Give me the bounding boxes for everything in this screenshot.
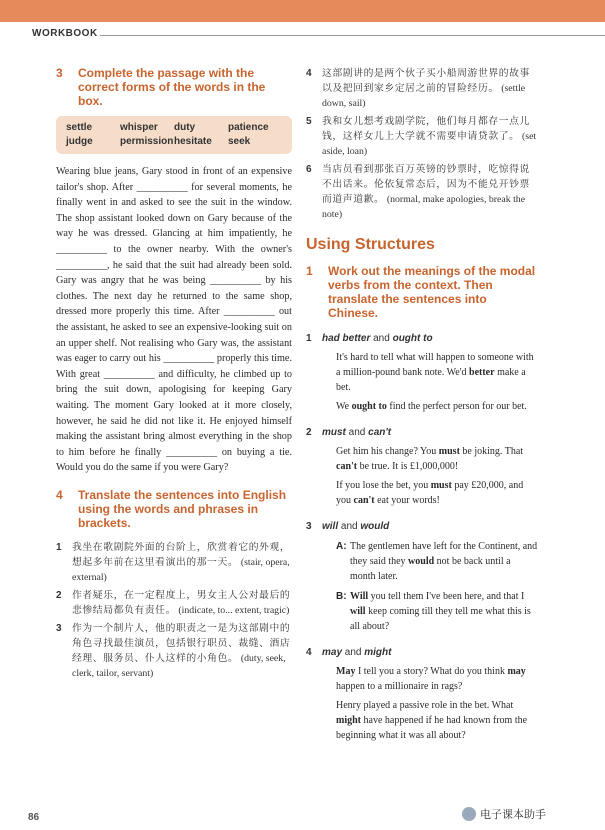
section-3-instruction: Complete the passage with the correct forms of the words in the box. [78, 66, 266, 108]
translation-item: 2 作者疑乐，在一定程度上，男女主人公对最后的悲惨结局都负有责任。 (indicate, to... extent, tragic) [56, 589, 291, 616]
blank[interactable]: __________ [56, 243, 107, 255]
translation-item: 1 我坐在歌剧院外面的台阶上，欣赏着它的外观，想起多年前在这里看演出的那一天。 (stair, opera, external) [56, 541, 291, 583]
section-4-instruction: Translate the sentences into English using the words and phrases in brackets. [78, 487, 287, 530]
section-3-number: 3 [56, 66, 63, 80]
word-item: settle [66, 122, 93, 133]
wechat-icon [462, 807, 476, 821]
translation-item: 3 作为一个制片人，他的职责之一是为这部剧中的角色寻找最佳演员，包括银行职员、裁缝、酒店经理、服务员、仆人这样的小角色。 (duty, seek, clerk, tailor, servant) [56, 622, 291, 679]
word-item: hesitate [174, 136, 212, 147]
word-item: duty [174, 122, 196, 133]
header-label: WORKBOOK [32, 28, 98, 39]
modal-item-3: 3 will and would A: The gentlemen have left for the Continent, and they said they would not be back until a month later. B: Will you tell them I've been here, and that I will keep coming till they tell me what this is all about? [306, 521, 538, 632]
word-item: seek [228, 136, 251, 147]
word-box [56, 116, 292, 154]
translation-list-left [56, 540, 292, 681]
watermark [462, 806, 546, 822]
translation-item: 4 这部剧讲的是两个伙子买小船周游世界的故事以及把回到家乡定居之前的冒险经历。 (settle down, sail) [306, 68, 530, 109]
blank[interactable]: __________ [210, 275, 261, 287]
blank[interactable]: __________ [136, 181, 188, 193]
using-structures-title: Using Structures [306, 236, 435, 253]
word-item: patience [228, 122, 269, 133]
word-item: whisper [120, 122, 158, 133]
translation-item: 6 当店员看到那张百万英镑的钞票时，吃惊得说不出话来。伦依复常态后，因为不能兑开钞票而道声道歉。 (normal, make apologies, break the note) [306, 164, 530, 220]
watermark-text: 电子课本助手 [480, 808, 546, 821]
blank[interactable]: __________ [103, 368, 155, 380]
word-row [66, 135, 282, 149]
word-row [66, 121, 282, 135]
section-4-title [56, 488, 292, 530]
modal-item-4: 4 may and might May I tell you a story? What do you think may happen to a millionaire in rags? Henry played a passive role in the bet. What might have happened if he had known from the beginning what it was all about? [306, 647, 528, 741]
word-item: permission [120, 136, 174, 147]
page-number: 86 [28, 812, 40, 823]
translation-list-right [306, 66, 538, 222]
translation-item: 5 我和女儿想考戏剧学院，他们每月都存一点儿钱，这样女儿上大学就不需要申请贷款了。 (set aside, loan) [306, 116, 537, 157]
modal-item-2: 2 must and can't Get him his change? You must be joking. That can't be true. It is £1,000,000! If you lose the bet, you must pay £20,000, and you can't eat your words! [306, 427, 524, 506]
cloze-passage: Wearing blue jeans, Gary stood in front of an expensive tailor's shop. After __________ for several moments, he finally went in and asked to see the suit in the window. The shop assistant looked down on Gary because of the way he was dressed. Glancing at him impatiently, he __________ to the owner nearby. With the owner's __________, he said that the suit had already been sold. Gary was angry that he was being __________ by his clothes. The next day he returned to the same shop, dressed more properly this time. After __________ out the assistant, he asked to see an expensive-looking suit on an upper shelf. Not realising who Gary was, the assistant was eager to carry out his __________ properly this time. With great __________ and difficulty, he climbed up to bring the suit down, apologising for keeping Gary waiting. The moment Gary looked at it more closely, however, he said he did not like it. He enjoyed himself making the assistant bring almost everything in the shop to him before he finally __________ on buying a tie. Would you do the same if you were Gary? [56, 166, 292, 474]
page-header [0, 22, 605, 44]
blank[interactable]: __________ [166, 446, 217, 458]
right-column [306, 66, 538, 743]
word-item: judge [66, 136, 93, 147]
section-4-number: 4 [56, 487, 63, 502]
structures-task-title: 1 Work out the meanings of the modal verbs from the context. Then translate the sentences into Chinese. [306, 264, 536, 320]
blank[interactable]: __________ [163, 353, 215, 365]
section-3-title [56, 66, 292, 108]
top-color-band [0, 0, 605, 22]
modal-item-1: 1 had better and ought to It's hard to tell what will happen to someone with a million-pound bank note. We'd better make a bet. We ought to find the perfect person for our bet. [306, 333, 534, 412]
header-rule [100, 35, 605, 36]
left-column [56, 66, 292, 684]
blank[interactable]: __________ [56, 259, 107, 271]
blank[interactable]: __________ [223, 306, 275, 318]
